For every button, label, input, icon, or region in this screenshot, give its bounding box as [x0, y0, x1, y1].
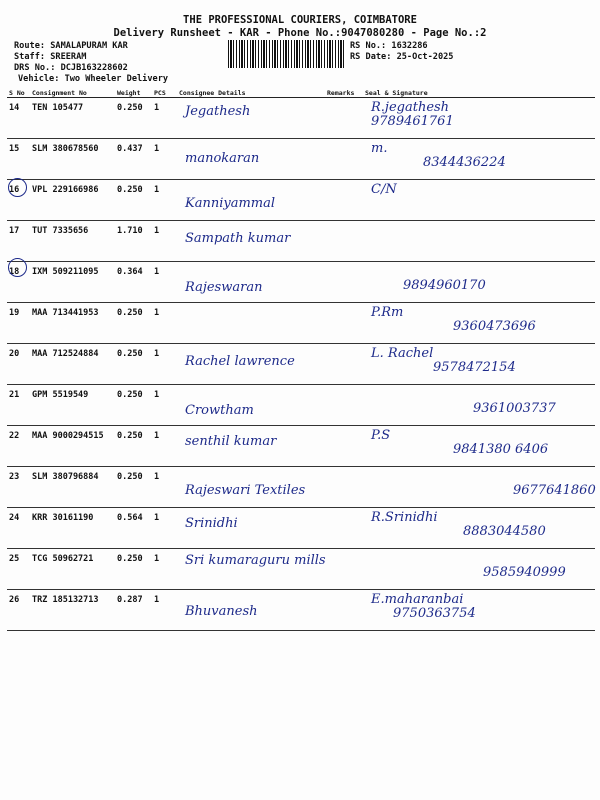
weight-cell: 0.250: [115, 467, 152, 508]
remarks-cell: [325, 590, 363, 631]
consignee-cell: [177, 180, 325, 221]
sno-cell: 18: [7, 262, 30, 303]
remarks-cell: [325, 426, 363, 467]
company-title: THE PROFESSIONAL COURIERS, COIMBATORE: [183, 14, 417, 26]
rs-date: RS Date: 25-Oct-2025: [350, 52, 454, 62]
phone-handwritten: 9360473696: [453, 319, 536, 334]
phone-handwritten: 9750363754: [393, 606, 476, 621]
consignment-cell: MAA 9000294515: [30, 426, 115, 467]
consignment-cell: KRR 30161190: [30, 508, 115, 549]
pcs-cell: 1: [152, 385, 177, 426]
remarks-cell: [325, 139, 363, 180]
sno-cell: 20: [7, 344, 30, 385]
table-row: [7, 467, 595, 508]
weight-cell: 0.250: [115, 385, 152, 426]
remarks-cell: [325, 344, 363, 385]
phone-handwritten: 9585940999: [483, 565, 566, 580]
signature-handwritten: C/N: [371, 182, 397, 197]
table-row: [7, 344, 595, 385]
remarks-cell: [325, 303, 363, 344]
signature-handwritten: L. Rachel: [371, 346, 434, 361]
signature-cell: [363, 98, 595, 139]
table-row: [7, 303, 595, 344]
sno-cell: 15: [7, 139, 30, 180]
weight-cell: 0.287: [115, 590, 152, 631]
consignee-cell: [177, 344, 325, 385]
table-header: [7, 88, 595, 98]
table-row: [7, 590, 595, 631]
weight-cell: 0.250: [115, 344, 152, 385]
pcs-cell: 1: [152, 262, 177, 303]
consignee-handwritten: Rajeswari Textiles: [185, 483, 306, 498]
table-row: [7, 508, 595, 549]
circle-mark: [8, 258, 27, 277]
remarks-cell: [325, 180, 363, 221]
signature-cell: [363, 221, 595, 262]
sno-cell: 14: [7, 98, 30, 139]
pcs-cell: 1: [152, 303, 177, 344]
rs-number: RS No.: 1632286: [350, 41, 428, 51]
consignee-handwritten: Sri kumaraguru mills: [185, 553, 326, 568]
consignment-cell: SLM 380678560: [30, 139, 115, 180]
weight-cell: 0.250: [115, 426, 152, 467]
remarks-cell: [325, 262, 363, 303]
signature-handwritten: E.maharanbai: [371, 592, 464, 607]
pcs-cell: 1: [152, 139, 177, 180]
phone-handwritten: 9789461761: [371, 114, 454, 129]
phone-handwritten: 9894960170: [403, 278, 486, 293]
vehicle-label: Vehicle: Two Wheeler Delivery: [18, 74, 169, 84]
pcs-cell: 1: [152, 426, 177, 467]
pcs-cell: 1: [152, 549, 177, 590]
consignee-cell: [177, 467, 325, 508]
consignee-cell: [177, 590, 325, 631]
consignee-handwritten: Bhuvanesh: [185, 604, 258, 619]
signature-cell: [363, 426, 595, 467]
consignee-handwritten: manokaran: [185, 151, 260, 166]
signature-handwritten: R.Srinidhi: [371, 510, 438, 525]
weight-cell: 1.710: [115, 221, 152, 262]
remarks-cell: [325, 385, 363, 426]
signature-cell: [363, 385, 595, 426]
weight-cell: 0.250: [115, 98, 152, 139]
phone-handwritten: 9578472154: [433, 360, 516, 375]
weight-cell: 0.437: [115, 139, 152, 180]
consignee-cell: [177, 98, 325, 139]
signature-handwritten: P.S: [371, 428, 391, 443]
signature-cell: [363, 467, 595, 508]
sno-cell: 17: [7, 221, 30, 262]
pcs-cell: 1: [152, 590, 177, 631]
signature-cell: [363, 508, 595, 549]
consignment-cell: TCG 50962721: [30, 549, 115, 590]
table-row: [7, 262, 595, 303]
col-pcs: PCS: [152, 88, 177, 98]
table-row: [7, 180, 595, 221]
remarks-cell: [325, 549, 363, 590]
col-consignee: Consignee Details: [177, 88, 325, 98]
table-row: [7, 426, 595, 467]
phone-handwritten: 8883044580: [463, 524, 546, 539]
sno-cell: 26: [7, 590, 30, 631]
sno-cell: 16: [7, 180, 30, 221]
table-row: [7, 98, 595, 139]
runsheet-title: Delivery Runsheet - KAR - Phone No.:9047080280 - Page No.:2: [113, 27, 487, 39]
consignee-handwritten: Srinidhi: [185, 516, 238, 531]
signature-cell: [363, 262, 595, 303]
signature-cell: [363, 139, 595, 180]
signature-cell: [363, 549, 595, 590]
consignee-handwritten: Kanniyammal: [185, 196, 276, 211]
pcs-cell: 1: [152, 467, 177, 508]
consignee-cell: [177, 221, 325, 262]
phone-handwritten: 9361003737: [473, 401, 556, 416]
consignment-cell: TRZ 185132713: [30, 590, 115, 631]
consignee-cell: [177, 508, 325, 549]
consignee-handwritten: Jegathesh: [185, 104, 251, 119]
col-consignment: Consignment No: [30, 88, 115, 98]
signature-cell: [363, 180, 595, 221]
col-remarks: Remarks: [325, 88, 363, 98]
staff-label: Staff: SREERAM: [14, 52, 87, 62]
consignee-cell: [177, 385, 325, 426]
weight-cell: 0.250: [115, 303, 152, 344]
route-label: Route: SAMALAPURAM KAR: [14, 41, 128, 51]
consignee-cell: [177, 139, 325, 180]
phone-handwritten: 8344436224: [423, 155, 506, 170]
consignment-cell: VPL 229166986: [30, 180, 115, 221]
col-signature: Seal & Signature: [363, 88, 595, 98]
table-row: [7, 221, 595, 262]
phone-handwritten: 9841380 6406: [453, 442, 549, 457]
weight-cell: 0.564: [115, 508, 152, 549]
sno-cell: 23: [7, 467, 30, 508]
table-row: [7, 139, 595, 180]
pcs-cell: 1: [152, 98, 177, 139]
drs-label: DRS No.: DCJB163228602: [14, 63, 128, 73]
signature-cell: [363, 344, 595, 385]
col-weight: Weight: [115, 88, 152, 98]
consignment-cell: TEN 105477: [30, 98, 115, 139]
remarks-cell: [325, 467, 363, 508]
circle-mark: [8, 178, 27, 197]
col-sno: S No: [7, 88, 30, 98]
sno-cell: 24: [7, 508, 30, 549]
weight-cell: 0.250: [115, 549, 152, 590]
consignment-cell: IXM 509211095: [30, 262, 115, 303]
table-row: [7, 549, 595, 590]
consignee-cell: [177, 262, 325, 303]
remarks-cell: [325, 221, 363, 262]
table-row: [7, 385, 595, 426]
consignment-cell: MAA 712524884: [30, 344, 115, 385]
consignee-handwritten: Crowtham: [185, 403, 254, 418]
barcode: [228, 40, 346, 68]
pcs-cell: 1: [152, 180, 177, 221]
consignment-cell: TUT 7335656: [30, 221, 115, 262]
runsheet-table: [7, 88, 595, 631]
consignment-cell: MAA 713441953: [30, 303, 115, 344]
consignment-cell: SLM 380796884: [30, 467, 115, 508]
consignee-cell: [177, 426, 325, 467]
signature-cell: [363, 590, 595, 631]
consignee-cell: [177, 549, 325, 590]
remarks-cell: [325, 508, 363, 549]
consignee-handwritten: Sampath kumar: [185, 231, 291, 246]
signature-handwritten: R.jegathesh: [371, 100, 450, 115]
consignee-handwritten: Rachel lawrence: [185, 354, 295, 369]
signature-handwritten: m.: [371, 141, 388, 156]
sno-cell: 22: [7, 426, 30, 467]
pcs-cell: 1: [152, 508, 177, 549]
sno-cell: 21: [7, 385, 30, 426]
pcs-cell: 1: [152, 221, 177, 262]
weight-cell: 0.250: [115, 180, 152, 221]
weight-cell: 0.364: [115, 262, 152, 303]
signature-handwritten: P.Rm: [371, 305, 404, 320]
consignee-cell: [177, 303, 325, 344]
consignment-cell: GPM 5519549: [30, 385, 115, 426]
pcs-cell: 1: [152, 344, 177, 385]
consignee-handwritten: Rajeswaran: [185, 280, 263, 295]
sno-cell: 19: [7, 303, 30, 344]
sno-cell: 25: [7, 549, 30, 590]
consignee-handwritten: senthil kumar: [185, 434, 277, 449]
phone-handwritten: 9677641860: [513, 483, 596, 498]
remarks-cell: [325, 98, 363, 139]
signature-cell: [363, 303, 595, 344]
